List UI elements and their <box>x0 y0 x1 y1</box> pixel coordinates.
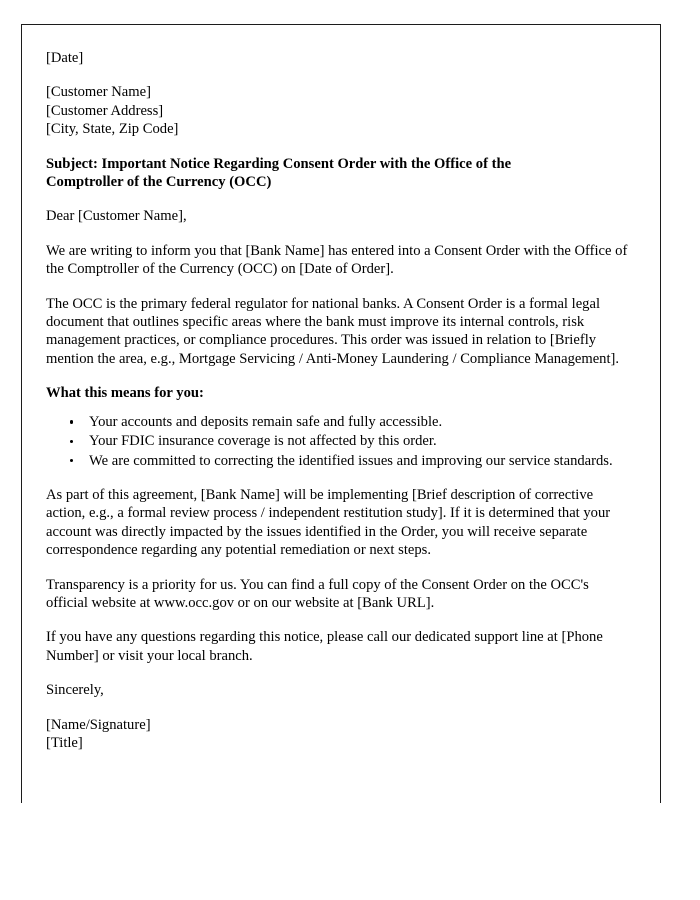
closing-salutation: Sincerely, <box>46 682 104 699</box>
paragraph-occ-explanation: The OCC is the primary federal regulator for national banks. A Consent Order is a formal legal document that outlines specific areas where the bank must improve its internal controls, risk management practices, or compliance procedures. This order was issued in relation to [Briefly mention the area, e.g., Mortgage Servicing / Anti-Money Laundering / Compliance Management]. <box>46 295 620 367</box>
letter-content <box>46 49 628 752</box>
signature-name: [Name/Signature] <box>46 716 151 733</box>
signature-title: [Title] <box>46 734 83 751</box>
recipient-street: [Customer Address] <box>46 102 164 119</box>
letter-page <box>21 24 661 803</box>
subject-line <box>46 155 628 192</box>
paragraph-contact: If you have any questions regarding this notice, please call our dedicated support line at [Phone Number] or visit your local branch. <box>46 629 603 664</box>
subject-line-1: Subject: Important Notice Regarding Consent Order with the Office of the <box>46 155 512 172</box>
list-item: Your FDIC insurance coverage is not affected by this order. <box>89 432 628 450</box>
means-for-you-list <box>46 413 628 470</box>
recipient-address-block <box>46 83 628 138</box>
paragraph-transparency: Transparency is a priority for us. You can find a full copy of the Consent Order on the OCC's official website at www.occ.gov or on our website at [Bank URL]. <box>46 576 589 611</box>
recipient-name: [Customer Name] <box>46 84 151 101</box>
paragraph-consent-order-notice: We are writing to inform you that [Bank Name] has entered into a Consent Order with the Office of the Comptroller of the Currency (OCC) on [Date of Order]. <box>46 242 628 278</box>
date-placeholder: [Date] <box>46 50 84 66</box>
means-for-you-heading: What this means for you: <box>46 385 204 402</box>
date-block <box>46 49 628 67</box>
recipient-city-state-zip: [City, State, Zip Code] <box>46 121 179 138</box>
salutation: Dear [Customer Name], <box>46 208 187 225</box>
list-item: We are committed to correcting the identified issues and improving our service standards. <box>89 452 628 470</box>
paragraph-corrective-action: As part of this agreement, [Bank Name] will be implementing [Brief description of corrective action, e.g., a formal review process / independent restitution study]. If it is determined that your account was directly impacted by the issues identified in the Order, you will receive separate correspondence regarding any potential remediation or next steps. <box>46 486 611 559</box>
subject-line-2: Comptroller of the Currency (OCC) <box>46 174 272 191</box>
signature-block <box>46 716 628 753</box>
list-item: Your accounts and deposits remain safe and fully accessible. <box>89 413 628 431</box>
